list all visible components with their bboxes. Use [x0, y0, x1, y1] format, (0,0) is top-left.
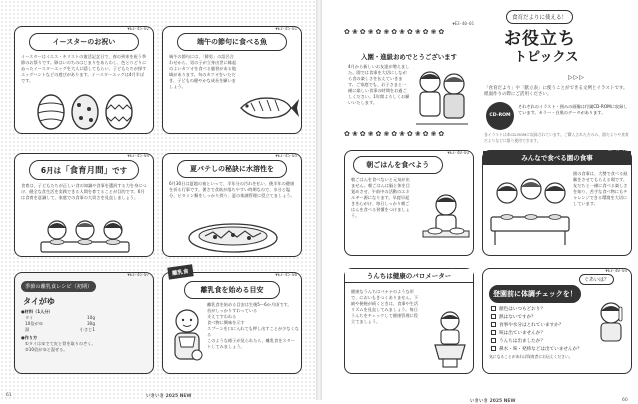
steps-heading: ●作り方: [21, 335, 38, 340]
checkbox-icon[interactable]: [491, 338, 496, 343]
baby-illustration: [169, 307, 205, 367]
left-footer: [6, 393, 192, 399]
card-code: ▼E3-40-03: [447, 150, 469, 155]
card-title: 朝ごはんを食べよう: [353, 156, 443, 174]
weaning-badge: 離乳食: [167, 264, 193, 279]
check-item: 食べ物に興味を示す: [207, 320, 245, 325]
speech-bubble: ぐあいは？: [579, 274, 614, 285]
card-body: 園の食事は、大勢で食べる経験をさせてもらえる場です。友だちと一緒に食べる楽しさを知り、苦手な食べ物にもチャレンジできる環境を大切にしています。: [573, 171, 628, 206]
health-barometer-card: [344, 268, 474, 374]
group-meal-card: [482, 150, 632, 256]
title-suffix: です: [112, 166, 128, 175]
card-note: 気になることがあれば保育者にお伝えください。: [489, 354, 573, 359]
recipe-step: ①タイはゆでて皮と骨を取りのぞく。: [25, 341, 96, 346]
flower-border-bottom: ✿❀✿❀✿❀✿❀✿❀✿❀✿: [344, 130, 447, 138]
magazine-name: いきいき 2025 NEW: [470, 399, 516, 404]
card-code: ▼E3-45-04: [127, 153, 149, 158]
card-body: 朝ごはんを食べないと元気が出ません。朝ごはんは脳と体を目覚めさせ、午前中の活動のエネルギー源になります。早寝早起きを心がけ、毎日しっかり朝ごはんを食べる習慣をつけましょう。: [351, 177, 410, 218]
topics-header: [484, 6, 632, 154]
check-item: 首がしっかりすわっている: [207, 308, 258, 313]
card-title: みんなで食べる園の食事: [483, 151, 631, 165]
ingredient-amount: 小さじ1: [79, 327, 95, 332]
page-number: 60: [622, 398, 628, 403]
health-check-card: [482, 268, 632, 374]
cdrom-badge: [486, 102, 514, 130]
thermometer-kid-illustration: [593, 299, 629, 343]
card-code: ▼E3-45-05: [275, 153, 297, 158]
card-title: [29, 160, 139, 180]
header-title-line2: トピックス: [514, 50, 579, 65]
flower-border: ✿❀✿❀✿❀✿❀✿❀✿❀✿: [344, 28, 447, 36]
ingredients-list: [15, 315, 153, 333]
shokuiku-card: [14, 153, 154, 257]
enrollment-card: [344, 22, 474, 140]
card-intro: 離乳食を始める目安は生後5〜6か月頃です。: [207, 302, 292, 307]
ingredient-name: 10倍がゆ: [25, 321, 43, 326]
header-arrows: ▷▷▷: [568, 74, 585, 81]
bonito-fish-illustration: [237, 91, 299, 125]
weaning-card: [162, 272, 302, 374]
checkbox-icon[interactable]: [491, 346, 496, 351]
card-title: [177, 160, 287, 178]
checkbox-icon[interactable]: [491, 322, 496, 327]
card-code: ▼E3-45-06: [275, 272, 297, 277]
breakfast-card: [344, 150, 474, 256]
check-item-label: 鼻水・咳・発疹などは出ていませんか？: [499, 347, 582, 352]
ingredient-name: 湯: [25, 327, 30, 332]
card-body: 食育は、子どもたちが正しい食の知識や食事を選択する力を身につけ、健全な食生活を実践できる人間を育てることが目的です。6月は食育を意識して、家庭での食事の大切さを見直しましょう。: [21, 183, 147, 200]
card-body: 端午の節句には、「勝男」の語呂合わせから、男の子が立身出世に縁起のよいカツオを食べる風習がある地域があります。旬のカツオをいただき、子どもの健やかな成長を願いましょう。: [169, 54, 237, 89]
cdrom-label: CD-ROM: [489, 113, 511, 118]
right-page: [322, 0, 638, 404]
summer-dish-illustration: [185, 216, 281, 254]
card-title: 登園前に体調チェックを！: [489, 285, 581, 303]
card-note: このような様子が見られたら、離乳食をスタートしてみましょう。: [207, 338, 295, 349]
ingredient-amount: 10g: [87, 315, 95, 320]
check-item: 支えてすわれる: [207, 314, 237, 319]
cdrom-description: それぞれのイラスト・囲みの画像は付属CD-ROMに収録しています。カラー・白黒のデータがあります。: [518, 104, 628, 115]
children-hello-illustration: [412, 66, 472, 128]
easter-eggs-illustration: [33, 91, 137, 131]
header-title-line1: お役立ち: [504, 29, 576, 49]
card-title: 離乳食を始める目安: [184, 281, 281, 299]
tango-card: [162, 26, 302, 134]
check-item: [487, 346, 631, 354]
toilet-illustration: [429, 309, 471, 369]
card-title: 端午の節句に食べる魚: [177, 33, 287, 51]
card-code: ▼E3-45-02: [127, 26, 149, 31]
title-prefix: 6月は: [40, 166, 62, 175]
kids-at-table-illustration: [487, 171, 573, 251]
checkbox-icon[interactable]: [491, 314, 496, 319]
check-item: スプーンを口に入れても押し出すことが少なくなる: [207, 326, 299, 337]
children-eating-illustration: [37, 216, 133, 254]
page-number: 61: [6, 393, 12, 398]
header-note: 各イラストは本CD-ROMに収録されています。ご購入された方のみ、園だよりや食育だよりなどに限り使用できます。: [484, 132, 629, 143]
breakfast-illustration: [421, 191, 471, 251]
title-prefix: 夏バテしの: [189, 165, 225, 173]
magazine-name: いきいき 2025 NEW: [146, 394, 192, 399]
easter-card: [14, 26, 154, 134]
check-item-label: 食事や水分はとれていますか？: [499, 323, 564, 328]
recipe-dish-name: タイがゆ: [23, 297, 55, 306]
recipe-card: [14, 272, 154, 374]
check-item-label: 顔色はいつもどおり？: [499, 307, 545, 312]
ingredient-name: タイ: [25, 315, 34, 320]
card-title: 入園・進級おめでとうございます: [361, 53, 457, 61]
title-suffix: 訣に水溶性を: [231, 165, 274, 173]
card-code: ▼E3-40-04: [605, 268, 627, 273]
ingredient-row: [25, 327, 95, 333]
check-item-label: 熱はないですか？: [499, 315, 536, 320]
card-body: 6月30日は夏越の祓といって、半年分の汚れを払い、後半年の健康を祈る行事です。暑さで食欲が落ちやすい時期なので、水分と塩分、ビタミン類をしっかり摂り、夏の体調管理に役立てましょう。: [169, 181, 295, 198]
check-item-label: 咳は出ていませんか？: [499, 331, 545, 336]
card-body: 4月から新しいお友達が増えました。園では食事を大切にしながら食の楽しさを伝えていきます。ご家庭でも、お子さまと一緒に楽しい食事の時間をお過ごしください。1年間よろしくお願いいたします。: [348, 64, 410, 105]
recipe-step: ②10倍がゆと混ぜる。: [25, 347, 68, 352]
recipe-header: 季節の離乳食レシピ（初期）: [21, 281, 96, 292]
ingredient-amount: 30g: [87, 321, 95, 326]
card-title: うんちは健康のバロメーター: [345, 269, 473, 283]
card-code: ▼E3-45-07: [127, 272, 149, 277]
card-title: イースターのお祝い: [29, 33, 139, 51]
checkbox-icon[interactable]: [491, 306, 496, 311]
left-page: [0, 0, 316, 400]
natsubate-card: [162, 153, 302, 257]
title-emphasis: 「食育月間」: [61, 166, 113, 176]
card-code: ▼E3-45-01: [275, 26, 297, 31]
header-tagline: 食育だよりに使える！: [506, 10, 573, 24]
card-body: 健康なうんちはバナナのような形で、においもきつくありません。下痢や便秘が続くときは、食事や生活リズムを見直してみましょう。毎日うんちをチェックして健康管理に役立てましょう。: [351, 289, 419, 324]
header-description: 「食育だより」や「献立表」に使うことができる文例とイラストです。紙面作りの際にご活用ください。: [484, 86, 628, 97]
title-emphasis: 秘: [224, 165, 232, 173]
checkbox-icon[interactable]: [491, 330, 496, 335]
check-item-label: うんちは出ましたか？: [499, 339, 545, 344]
card-body: イースターはイエス・キリストの復活記念日で、春の到来を祝う季節のお祭りです。卵はいのちのはじまりをあらわし、色とりどりにぬったイースターエッグを大人に隠してもらい、子どもたちが探すエッグハントなどの遊びがあります。イースターエッグは4月半ばです。: [21, 54, 147, 83]
card-code: ▼E3-40-01: [452, 21, 474, 26]
ingredients-heading: ●材料（1人分）: [21, 309, 53, 314]
